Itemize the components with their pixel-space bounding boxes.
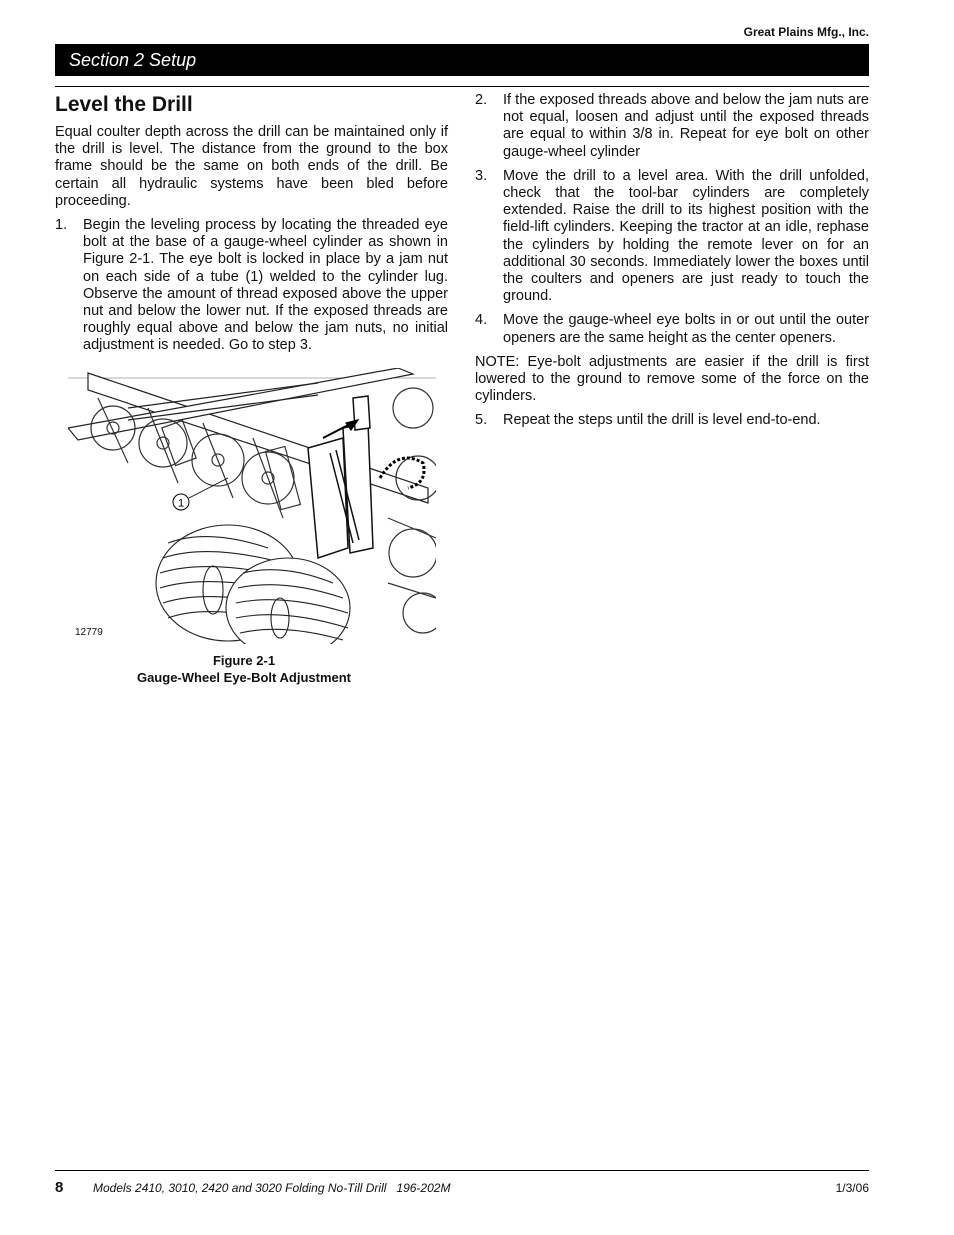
figure-image-id: 12779 bbox=[75, 627, 103, 638]
page-number: 8 bbox=[55, 1179, 64, 1196]
footer-rule bbox=[55, 1170, 869, 1171]
footer-date: 1/3/06 bbox=[835, 1181, 869, 1195]
step-text: Repeat the steps until the drill is level end-to-end. bbox=[503, 412, 821, 429]
figure-number: Figure 2-1 bbox=[212, 653, 276, 668]
section-header-bar bbox=[55, 44, 869, 76]
callout-1: 1 bbox=[177, 497, 185, 510]
header-rule bbox=[55, 86, 869, 87]
step-text: If the exposed threads above and below the jam nuts are not equal, loosen and adjust until the exposed threads are equal to within 3/8 in. Repeat for eye bolt on other gauge-wheel cylinder bbox=[503, 92, 869, 160]
footer-models: Models 2410, 3010, 2420 and 3020 Folding No-Till Drill 196-202M bbox=[93, 1181, 451, 1195]
right-column bbox=[475, 92, 869, 430]
step-number: 5. bbox=[475, 412, 488, 429]
figure-title: Gauge-Wheel Eye-Bolt Adjustment bbox=[136, 670, 352, 685]
step-text: Move the drill to a level area. With the drill unfolded, check that the tool-bar cylinders are completely extended. Raise the drill to its highest position with the field-lift cylinders. Keeping the tractor at an idle, rephase the cylinders by holding the remote lever on for an additional 30 seconds. Immediately lower the boxes until the coulters and openers are just ready to touch the ground. bbox=[503, 167, 869, 305]
section-title: Section 2 Setup bbox=[69, 50, 197, 70]
intro-paragraph: Equal coulter depth across the drill can be maintained only if the drill is level. The distance from the ground to the box frame should be the same on both ends of the drill. Be certain all hydraulic systems have been bled before proceeding. bbox=[55, 124, 448, 209]
step-2 bbox=[475, 92, 869, 161]
step-4 bbox=[475, 312, 869, 346]
figure-caption bbox=[55, 652, 433, 686]
figure-illustration bbox=[68, 368, 436, 644]
company-name: Great Plains Mfg., Inc. bbox=[743, 25, 869, 39]
step-text: Move the gauge-wheel eye bolts in or out until the outer openers are the same height as the center openers. bbox=[503, 312, 869, 346]
step-text: Begin the leveling process by locating the threaded eye bolt at the base of a gauge-wheel cylinder as shown in Figure 2-1. The eye bolt is locked in place by a jam nut on each side of a tube (1) welded to the cylinder lug. Observe the amount of thread exposed above the upper nut and below the lower nut. If the exposed threads are roughly equal above and below the jam nuts, no initial adjustment is needed. Go to step 3. bbox=[83, 217, 448, 354]
step-5 bbox=[475, 412, 869, 429]
step-number: 2. bbox=[475, 92, 488, 108]
page-title: Level the Drill bbox=[55, 93, 193, 116]
note-paragraph: NOTE: Eye-bolt adjustments are easier if the drill is first lowered to the ground to remove some of the force on the cylinders. bbox=[475, 353, 869, 405]
step-number: 1. bbox=[55, 217, 68, 234]
step-3 bbox=[475, 168, 869, 306]
left-column bbox=[55, 92, 448, 355]
step-1 bbox=[55, 217, 448, 355]
step-number: 4. bbox=[475, 312, 488, 329]
step-number: 3. bbox=[475, 167, 488, 184]
